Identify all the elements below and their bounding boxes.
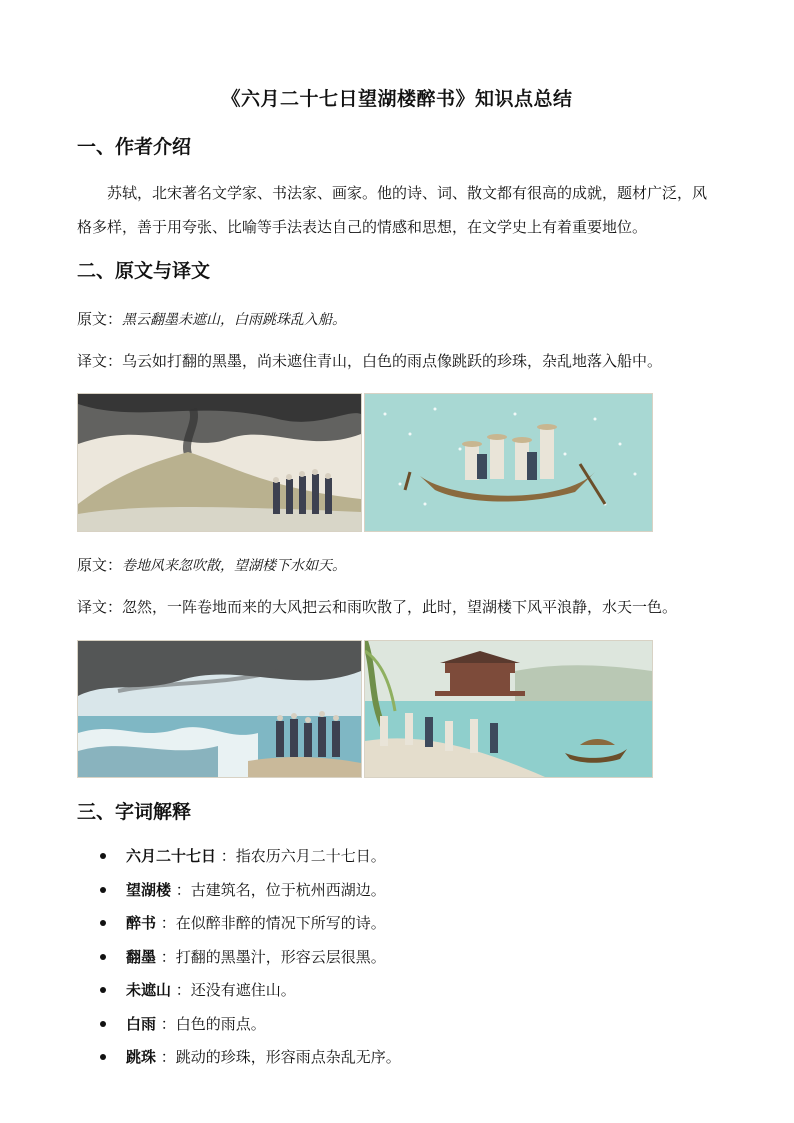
original-line-1 <box>77 308 346 329</box>
glossary-item <box>100 976 401 1010</box>
glossary-item <box>100 909 401 943</box>
glossary-item <box>100 943 401 977</box>
glossary-term: 望湖楼 <box>126 880 172 899</box>
bullet-icon <box>100 887 106 893</box>
glossary-definition: 古建筑名，位于杭州西湖边。 <box>190 880 386 899</box>
glossary-separator: ： <box>216 847 236 865</box>
glossary-term: 醉书 <box>126 914 157 932</box>
bullet-icon <box>100 853 106 859</box>
bullet-icon <box>100 920 106 926</box>
original-text: 黑云翻墨未遮山，白雨跳珠乱入船。 <box>122 312 347 328</box>
glossary-separator: ： <box>171 981 191 999</box>
glossary-definition: 跳动的珍珠，形容雨点杂乱无序。 <box>175 1048 401 1066</box>
section-heading-glossary: 三、字词解释 <box>77 801 192 823</box>
glossary-separator: ： <box>156 1048 176 1066</box>
glossary-definition: 指农历六月二十七日。 <box>235 847 386 865</box>
glossary-item <box>100 1010 401 1044</box>
glossary-separator: ： <box>156 914 176 932</box>
glossary-term: 白雨 <box>126 1014 157 1033</box>
glossary-term: 六月二十七日 <box>126 847 217 865</box>
glossary-separator: ： <box>156 1014 176 1033</box>
original-label: 原文： <box>77 310 123 328</box>
bullet-icon <box>100 987 106 993</box>
original-label: 原文： <box>77 556 123 574</box>
section-heading-text: 二、原文与译文 <box>77 260 211 282</box>
page-title: 《六月二十七日望湖楼醉书》知识点总结 <box>221 88 573 110</box>
boat-in-rain-painting-icon <box>364 393 653 532</box>
bullet-icon <box>100 954 106 960</box>
glossary-term: 跳珠 <box>126 1048 157 1066</box>
wind-waves-painting-icon <box>77 640 362 778</box>
glossary-item <box>100 842 401 876</box>
glossary-definition: 还没有遮住山。 <box>190 981 296 999</box>
glossary-item <box>100 876 401 910</box>
original-line-2 <box>77 554 346 575</box>
glossary-item <box>100 1043 401 1077</box>
translation-line-2 <box>77 596 677 617</box>
glossary-list <box>100 842 401 1077</box>
glossary-separator: ： <box>156 947 176 966</box>
glossary-definition: 打翻的黑墨汁，形容云层很黑。 <box>175 947 386 966</box>
translation-text: 忽然，一阵卷地而来的大风把云和雨吹散了，此时，望湖楼下风平浪静，水天一色。 <box>122 598 678 616</box>
storm-cloud-mountain-painting-icon <box>77 393 362 532</box>
bullet-icon <box>100 1054 106 1060</box>
bullet-icon <box>100 1021 106 1027</box>
lake-pavilion-painting-icon <box>364 640 653 778</box>
translation-text: 乌云如打翻的黑墨，尚未遮住青山，白色的雨点像跳跃的珍珠，杂乱地落入船中。 <box>122 352 663 370</box>
glossary-term: 未遮山 <box>126 981 172 999</box>
translation-label: 译文： <box>77 352 123 370</box>
section-heading-author: 一、作者介绍 <box>77 136 192 158</box>
translation-label: 译文： <box>77 598 123 616</box>
author-paragraph: 苏轼，北宋著名文学家、书法家、画家。他的诗、词、散文都有很高的成就，题材广泛，风格多样，善于用夸张、比喻等手法表达自己的情感和思想，在文学史上有着重要地位。 <box>77 184 708 236</box>
translation-line-1 <box>77 350 662 371</box>
glossary-definition: 在似醉非醉的情况下所写的诗。 <box>175 914 386 932</box>
glossary-definition: 白色的雨点。 <box>175 1014 266 1033</box>
original-text: 卷地风来忽吹散，望湖楼下水如天。 <box>122 558 347 574</box>
glossary-separator: ： <box>171 880 191 899</box>
glossary-term: 翻墨 <box>126 947 157 966</box>
